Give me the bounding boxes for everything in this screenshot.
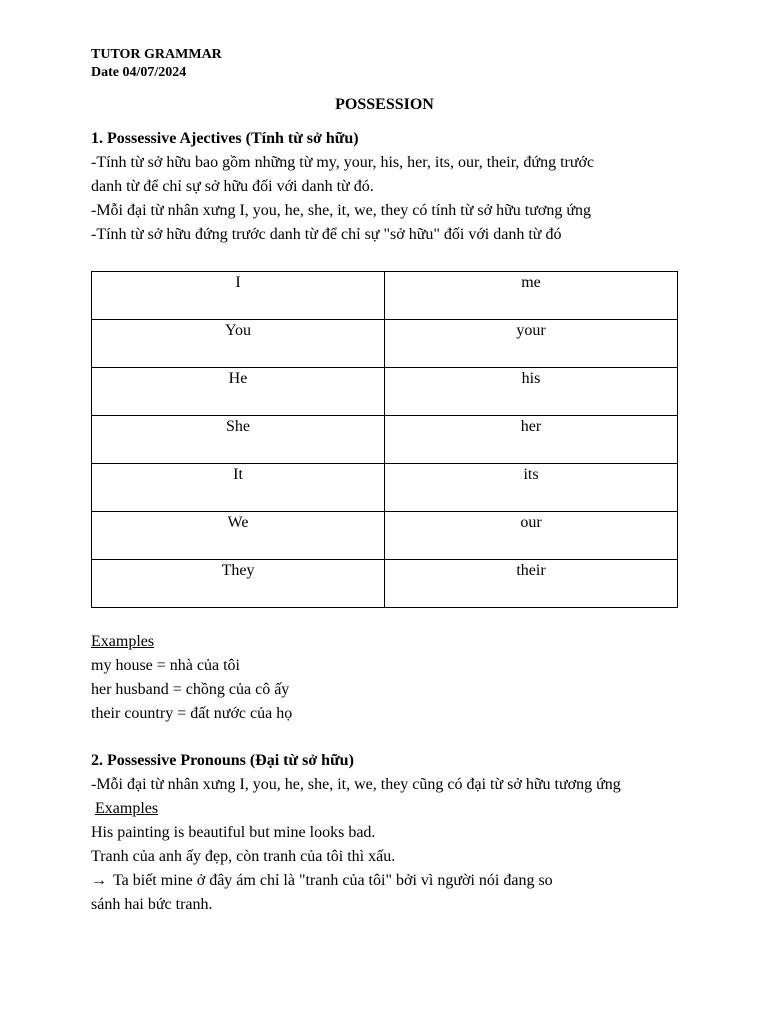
table-row	[92, 368, 678, 416]
note-text: Ta biết mine ở đây ám chỉ là "tranh của tôi" bởi vì người nói đang so	[113, 872, 553, 889]
header-line-2: Date 04/07/2024	[91, 65, 187, 80]
section2-line: -Mỗi đại từ nhân xưng I, you, he, she, it, we, they cũng có đại từ sở hữu tương ứng	[91, 776, 621, 793]
example-line: my house = nhà của tôi	[91, 657, 240, 674]
section1-heading: 1. Possessive Ajectives (Tính từ sở hữu)	[91, 130, 359, 147]
table-cell-pronoun: I	[92, 272, 385, 320]
note-line	[91, 869, 678, 893]
table-row	[92, 416, 678, 464]
table-cell-possessive: your	[385, 320, 678, 368]
examples-heading-line	[91, 630, 678, 654]
section1-examples	[91, 630, 678, 726]
table-cell-possessive: its	[385, 464, 678, 512]
section1-line: -Tính từ sở hữu bao gồm những từ my, your, his, her, its, our, their, đứng trước	[91, 154, 595, 171]
arrow-right-icon: →	[91, 872, 107, 889]
document-title: POSSESSION	[335, 96, 434, 113]
example-line: their country = đất nước của họ	[91, 705, 293, 722]
table-cell-pronoun: We	[92, 512, 385, 560]
table-cell-pronoun: They	[92, 560, 385, 608]
section1-line: -Mỗi đại từ nhân xưng I, you, he, she, it, we, they có tính từ sở hữu tương ứng	[91, 202, 592, 219]
table-row	[92, 512, 678, 560]
table-cell-pronoun: It	[92, 464, 385, 512]
table-row	[92, 320, 678, 368]
section1-line: danh từ để chỉ sự sở hữu đối với danh từ đó.	[91, 178, 374, 195]
section-possessive-pronouns	[91, 749, 678, 917]
table-cell-possessive: me	[385, 272, 678, 320]
possessive-table	[91, 271, 678, 608]
table-row	[92, 272, 678, 320]
header-line-1: TUTOR GRAMMAR	[91, 47, 222, 62]
table-row	[92, 464, 678, 512]
examples-label: Examples	[91, 633, 155, 650]
table-cell-possessive: her	[385, 416, 678, 464]
examples-heading-line	[91, 797, 678, 821]
table-cell-possessive: his	[385, 368, 678, 416]
note-line-2: sánh hai bức tranh.	[91, 896, 213, 913]
section2-heading: 2. Possessive Pronouns (Đại từ sở hữu)	[91, 752, 354, 769]
table-cell-possessive: their	[385, 560, 678, 608]
section-possessive-adjectives	[91, 127, 678, 726]
table-row	[92, 560, 678, 608]
table-cell-possessive: our	[385, 512, 678, 560]
table-cell-pronoun: He	[92, 368, 385, 416]
examples-label: Examples	[95, 800, 159, 817]
section1-line: -Tính từ sở hữu đứng trước danh từ để chỉ sự "sở hữu" đối với danh từ đó	[91, 226, 562, 243]
table-cell-pronoun: She	[92, 416, 385, 464]
example-line: Tranh của anh ấy đẹp, còn tranh của tôi thì xấu.	[91, 848, 396, 865]
table-cell-pronoun: You	[92, 320, 385, 368]
example-line: His painting is beautiful but mine looks bad.	[91, 824, 376, 841]
example-line: her husband = chồng của cô ấy	[91, 681, 290, 698]
